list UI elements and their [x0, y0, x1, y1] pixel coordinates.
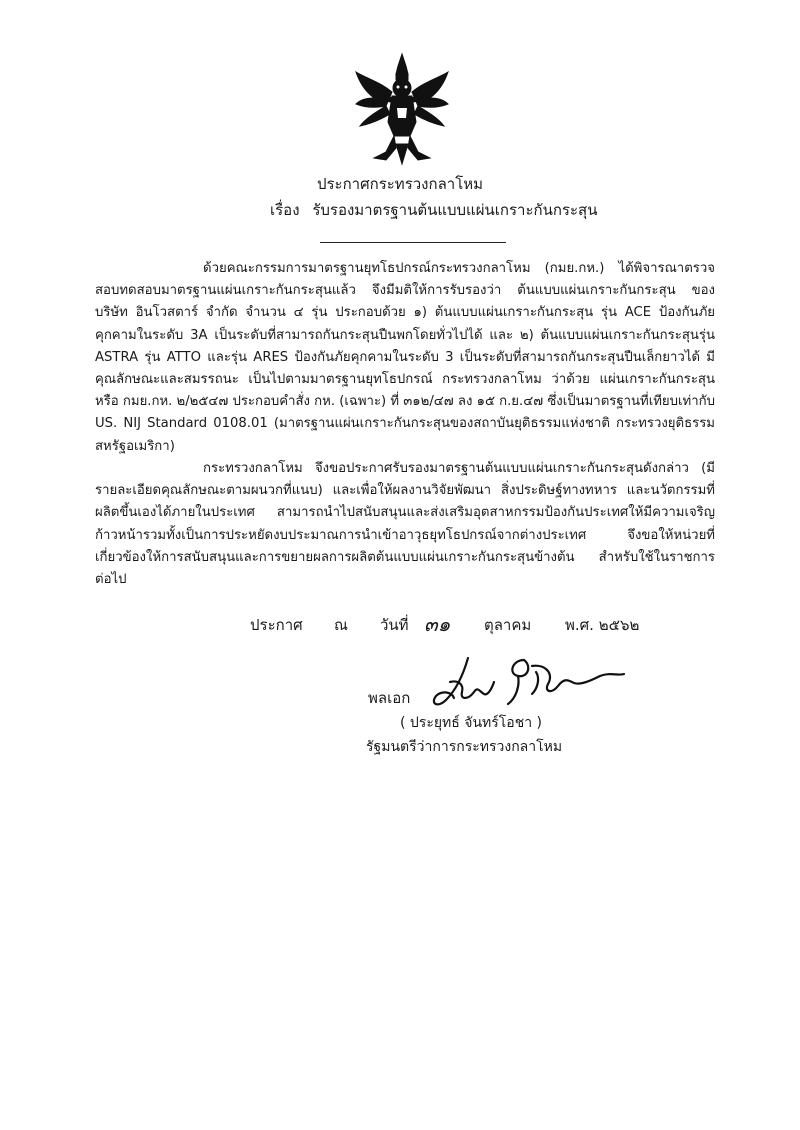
title-divider [320, 242, 506, 243]
subject-text: รับรองมาตรฐานต้นแบบแผ่นเกราะกันกระสุน [312, 201, 598, 219]
announce-day-label: วันที่ [380, 616, 409, 634]
announce-label: ประกาศ [250, 616, 303, 634]
signatory-position: รัฐมนตรีว่าการกระทรวงกลาโหม [366, 739, 563, 755]
handwritten-signature [428, 652, 630, 710]
announce-at: ณ [334, 616, 348, 634]
body-paragraph-1: ด้วยคณะกรรมการมาตรฐานยุทโธปกรณ์กระทรวงกลาโหม (กมย.กห.) ได้พิจารณาตรวจสอบทดสอบมาตรฐานแผ่นเกราะกันกระสุนแล้ว จึงมีมติให้การรับรองว่า ต้นแบบแผ่นเกราะกันกระสุน ของ บริษัท อินโวสตาร์ จำกัด จำนวน ๔ รุ่น ประกอบด้วย ๑) ต้นแบบแผ่นเกราะกันกระสุน รุ่น ACE ป้องกันภัยคุกคามในระดับ 3A เป็นระดับที่สามารถกันกระสุนปืนพกโดยทั่วไปได้ และ ๒) ต้นแบบแผ่นเกราะกันกระสุนรุ่น ASTRA รุ่น ATTO และรุ่น ARES ป้องกันภัยคุกคามในระดับ 3 เป็นระดับที่สามารถกันกระสุนปืนเล็กยาวได้ มีคุณลักษณะและสมรรถนะ เป็นไปตามมาตรฐานยุทโธปกรณ์ กระทรวงกลาโหม ว่าด้วย แผ่นเกราะกันกระสุน หรือ กมย.กห. ๒/๒๕๔๗ ประกอบคำสั่ง กห. (เฉพาะ) ที่ ๓๑๒/๔๗ ลง ๑๕ ก.ย.๔๗ ซึ่งเป็นมาตรฐานที่เทียบเท่ากับ US. NIJ Standard 0108.01 (มาตรฐานแผ่นเกราะกันกระสุนของสถาบันยุติธรรมแห่งชาติ กระทรวงยุติธรรมสหรัฐอเมริกา) [95, 261, 715, 454]
announce-day: ๓๑ [424, 612, 451, 636]
garuda-emblem-icon [352, 52, 452, 166]
announce-year: พ.ศ. ๒๕๖๒ [565, 616, 640, 634]
signatory-rank: พลเอก [368, 689, 411, 707]
announce-month: ตุลาคม [484, 616, 532, 634]
signatory-name: ( ประยุทธ์ จันทร์โอชา ) [400, 715, 542, 731]
document-subject [270, 198, 597, 222]
document-title: ประกาศกระทรวงกลาโหม [316, 175, 484, 193]
body-paragraph-2: กระทรวงกลาโหม จึงขอประกาศรับรองมาตรฐานต้นแบบแผ่นเกราะกันกระสุนดังกล่าว (มีรายละเอียดคุณลักษณะตามผนวกที่แนบ) และเพื่อให้ผลงานวิจัยพัฒนา สิ่งประดิษฐ์ทางทหาร และนวัตกรรมที่ผลิตขึ้นเองได้ภายในประเทศ สามารถนำไปสนับสนุนและส่งเสริมอุตสาหกรรมป้องกันประเทศให้มีความเจริญก้าวหน้ารวมทั้งเป็นการประหยัดงบประมาณการนำเข้าอาวุธยุทโธปกรณ์จากต่างประเทศ จึงขอให้หน่วยที่เกี่ยวข้องให้การสนับสนุนและการขยายผลการผลิตต้นแบบแผ่นเกราะกันกระสุนข้างต้น สำหรับใช้ในราชการ ต่อไป [95, 461, 715, 588]
subject-label: เรื่อง [270, 201, 300, 219]
